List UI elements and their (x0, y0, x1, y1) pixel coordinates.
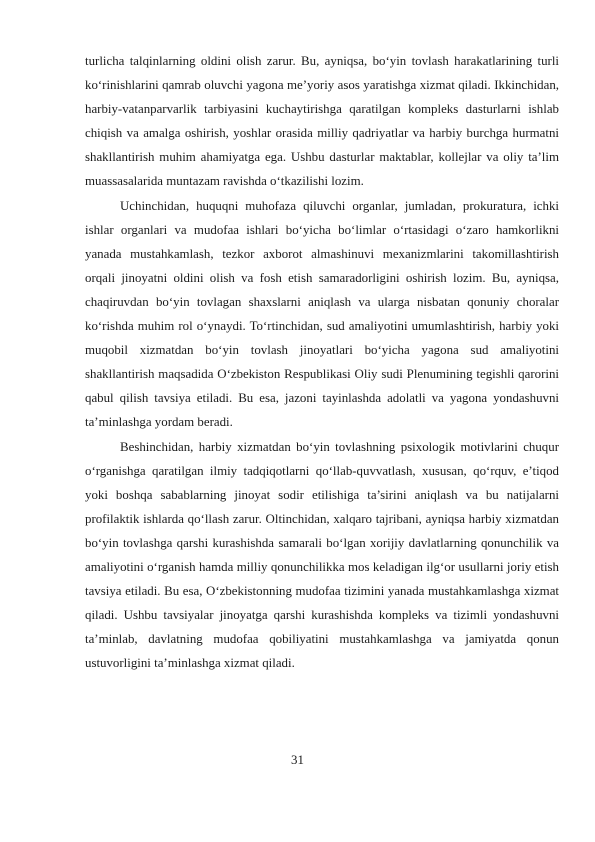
paragraph-3: Beshinchidan, harbiy xizmatdan bo‘yin tovlashning psixologik motivlarini chuqur o‘rganishga qaratilgan ilmiy tadqiqotlarni qo‘llab-quvvatlash, xususan, qo‘rquv, e’tiqod yoki boshqa sabablarning jinoyat sodir etilishiga ta’sirini aniqlash va bu natijalarni profilaktik ishlarda qo‘llash zarur. Oltinchidan, xalqaro tajribani, ayniqsa harbiy xizmatdan bo‘yin tovlashga qarshi kurashishda samarali bo‘lgan xorijiy davlatlarning qonunchilik va amaliyotini o‘rganish hamda milliy qonunchilikka mos keladigan ilg‘or usullarni joriy etish tavsiya etiladi. Bu esa, O‘zbekistonning mudofaa tizimini yanada mustahkamlashga xizmat qiladi. Ushbu tavsiyalar jinoyatga qarshi kurashishda kompleks va tizimli yondashuvni ta’minlab, davlatning mudofaa qobiliyatini mustahkamlashga va jamiyatda qonun ustuvorligini ta’minlashga xizmat qiladi. (85, 439, 559, 671)
document-body (85, 49, 559, 675)
page-number: 31 (291, 753, 304, 767)
paragraph-1: turlicha talqinlarning oldini olish zarur. Bu, ayniqsa, bo‘yin tovlash harakatlarining turli ko‘rinishlarini qamrab oluvchi yagona me’yoriy asos yaratishga xizmat qiladi. Ikkinchidan, harbiy-vatanparvarlik tarbiyasini kuchaytirishga qaratilgan kompleks dasturlarni ishlab chiqish va amalga oshirish, yoshlar orasida milliy qadriyatlar va harbiy burchga hurmatni shakllantirish muhim ahamiyatga ega. Ushbu dasturlar maktablar, kollejlar va oliy ta’lim muassasalarida muntazam ravishda o‘tkazilishi lozim. (85, 54, 559, 189)
paragraph-2: Uchinchidan, huquqni muhofaza qiluvchi organlar, jumladan, prokuratura, ichki ishlar organlari va mudofaa ishlari bo‘yicha bo‘limlar o‘rtasidagi o‘zaro hamkorlikni yanada mustahkamlash, tezkor axborot almashinuvi mexanizmlarini takomillashtirish orqali jinoyatni oldini olish va fosh etish samaradorligini oshirish lozim. Bu, ayniqsa, chaqiruvdan bo‘yin tovlagan shaxslarni aniqlash va ularga nisbatan qonuniy choralar ko‘rishda muhim rol o‘ynaydi. To‘rtinchidan, sud amaliyotini umumlashtirish, harbiy yoki muqobil xizmatdan bo‘yin tovlash jinoyatlari bo‘yicha yagona sud amaliyotini shakllantirish maqsadida O‘zbekiston Respublikasi Oliy sudi Plenumining tegishli qarorini qabul qilish tavsiya etiladi. Bu esa, jazoni tayinlashda adolatli va yagona yondashuvni ta’minlashga yordam beradi. (85, 198, 559, 430)
